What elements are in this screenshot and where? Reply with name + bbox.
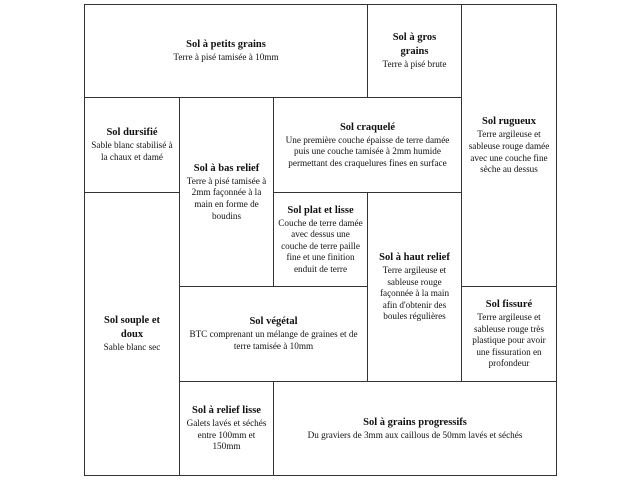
cell-description: Terre à pisé tamisée à 10mm — [173, 52, 279, 63]
cell-sol-souple-doux — [84, 192, 180, 476]
cell-title: Sol à gros grains — [392, 32, 437, 58]
cell-description: Galets lavés et séchés entre 100mm et 150mm — [186, 418, 267, 452]
cell-description: Terre à pisé brute — [382, 59, 447, 70]
cell-description: Du graviers de 3mm aux caillous de 50mm lavés et séchés — [307, 429, 523, 440]
cell-sol-gros-grains — [367, 4, 462, 98]
cell-title: Sol végétal — [249, 316, 298, 328]
cell-description: Sable blanc sec — [103, 342, 161, 353]
cell-title: Sol souple et doux — [103, 315, 160, 341]
cell-title: Sol rugueux — [482, 116, 536, 128]
cell-description: Terre argileuse et sableuse rouge très plastique pour avoir une fissuration en profondeur — [472, 312, 546, 369]
cell-description: Couche de terre damée avec dessus une couche de terre paille fine et une finition enduit de terre — [278, 217, 363, 274]
cell-sol-relief-lisse — [179, 381, 274, 476]
cell-title: Sol à bas relief — [193, 162, 260, 174]
cell-description: Une première couche épaisse de terre damée puis une couche tamisée à 2mm humide permettant des craquelures fines en surface — [285, 134, 450, 168]
cell-description: BTC comprenant un mélange de graines et de terre tamisée à 10mm — [189, 329, 358, 351]
cell-sol-craquele — [273, 97, 462, 193]
cell-sol-plat-lisse — [273, 192, 368, 287]
cell-title: Sol à petits grains — [186, 39, 266, 51]
cell-description: Terre à pisé tamisée à 2mm façonnée à la main en forme de boudins — [186, 175, 267, 221]
cell-description: Terre argileuse et sableuse rouge damée avec une couche fine sèche au dessus — [468, 129, 550, 175]
cell-sol-fissure — [461, 286, 557, 382]
cell-sol-grains-progressifs — [273, 381, 557, 476]
cell-sol-vegetal — [179, 286, 368, 382]
cell-title: Sol fissuré — [485, 299, 533, 311]
cell-title: Sol à grains progressifs — [363, 416, 467, 428]
cell-title: Sol à relief lisse — [192, 405, 261, 417]
cell-description: Sable blanc stabilisé à la chaux et damé — [91, 140, 173, 162]
cell-sol-bas-relief — [179, 97, 274, 287]
cell-sol-petits-grains — [84, 4, 368, 98]
cell-title: Sol dursifié — [106, 127, 158, 139]
cell-title: Sol à haut relief — [379, 252, 450, 264]
cell-sol-dursifie — [84, 97, 180, 193]
cell-sol-rugueux — [461, 4, 557, 287]
cell-title: Sol craquelé — [339, 121, 396, 133]
cell-title: Sol plat et lisse — [287, 204, 354, 216]
cell-sol-haut-relief — [367, 192, 462, 382]
cell-description: Terre argileuse et sableuse rouge façonnée à la main afin d'obtenir des boules régulières — [379, 265, 450, 322]
